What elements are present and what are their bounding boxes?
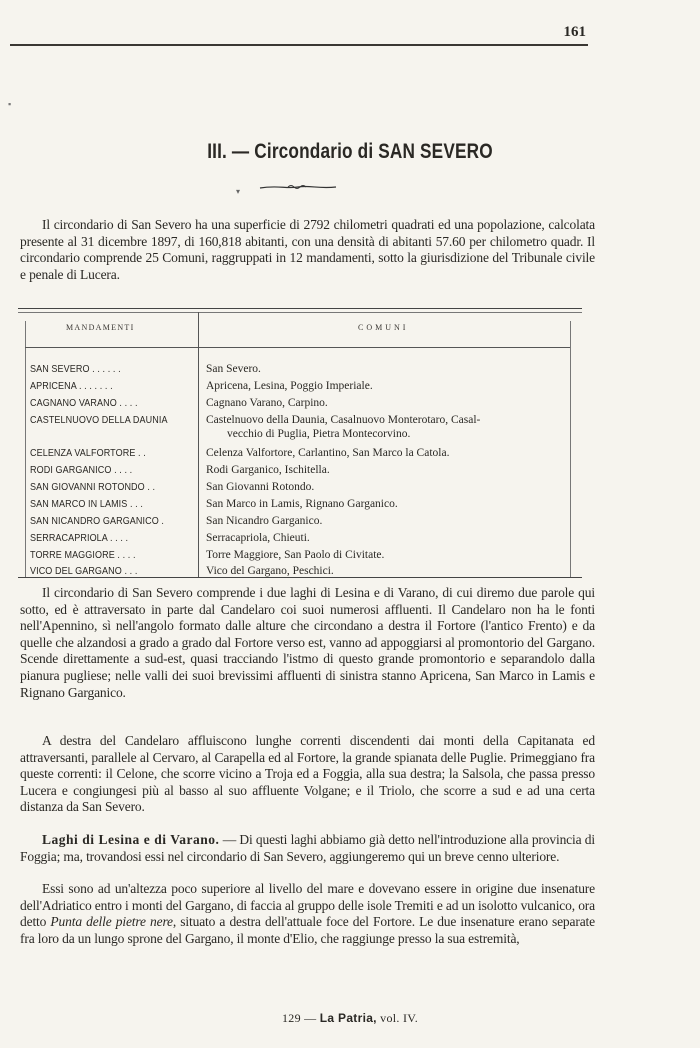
table-row-mandamento: CELENZA VALFORTORE . . — [30, 447, 146, 459]
comuni-line: Castelnuovo della Daunia, Casalnuovo Monterotaro, Casal- — [206, 414, 481, 426]
header-rule — [10, 44, 588, 46]
header-mandamenti: MANDAMENTI — [66, 323, 135, 332]
table-row-comuni: San Marco in Lamis, Rignano Garganico. — [206, 498, 398, 510]
table-row-mandamento: SAN GIOVANNI ROTONDO . . — [30, 481, 156, 493]
ornament-swash-icon — [258, 183, 338, 191]
paragraph-insenature — [20, 881, 595, 947]
page-number: 161 — [563, 24, 586, 40]
table-row-mandamento: SAN MARCO IN LAMIS . . . — [30, 498, 143, 510]
table-row-mandamento: CASTELNUOVO DELLA DAUNIA — [30, 414, 168, 426]
table-row-mandamento: SAN NICANDRO GARGANICO . — [30, 515, 165, 527]
table-mid-rule — [198, 312, 199, 577]
table-right-rule — [570, 321, 571, 577]
footer-volume: vol. IV. — [380, 1011, 418, 1025]
table-row-comuni: San Giovanni Rotondo. — [206, 481, 315, 493]
paragraph-text-b: , situato a destra dell'attuale foce del Fortore. Le due insenature erano separate fra loro da un lungo sprone del Gargano, il monte d'Elio, che raggiunge presso la sua estremità, — [20, 914, 595, 946]
footer-number: 129 — — [281, 1011, 317, 1025]
header-comuni: COMUNI — [358, 323, 409, 332]
ornament-dot: ▾ — [236, 187, 241, 196]
chapter-title: III. — Circondario di SAN SEVERO — [207, 140, 493, 163]
table-row-mandamento: APRICENA . . . . . . . — [30, 380, 113, 392]
paragraph-text-a: Essi sono ad un'altezza poco superiore al livello del mare e dovevano essere in origine due insenature dell'Adriatico entro i monti del Gargano, di faccia al gruppo delle isole Tremiti e ad un isolotto vulcanico, ora detto — [20, 881, 595, 930]
mandamenti-table — [18, 308, 582, 578]
table-row-comuni: San Nicandro Garganico. — [206, 515, 323, 527]
table-row-mandamento: TORRE MAGGIORE . . . . — [30, 549, 136, 561]
footer-title: La Patria, — [319, 1011, 377, 1025]
comuni-continuation: vecchio di Puglia, Pietra Montecorvino. — [227, 428, 411, 440]
paragraph-affluenti: A destra del Candelaro affluiscono lunghe correnti discendenti dai monti della Capitanata ed attraversanti, parallele al Cervaro, al Carapella ed al Fortore, la grande spianata delle Puglie. Primeggiano fra queste correnti: il Celone, che scorre vicino a Troja ed a Foggia, alla sua destra; la Salsola, che passa presso Lucera e congiungesi più al basso al suo affluente Volgane; e il Triolo, che scorre a sud e ad una certa distanza da San Severo. — [20, 733, 595, 815]
table-row-comuni: San Severo. — [206, 363, 261, 375]
table-row-comuni: Serracapriola, Chieuti. — [206, 532, 310, 544]
table-row-comuni: Apricena, Lesina, Poggio Imperiale. — [206, 380, 373, 392]
table-row-mandamento: RODI GARGANICO . . . . — [30, 464, 133, 476]
table-row-mandamento: VICO DEL GARGANO . . . — [30, 565, 138, 577]
table-header-rule — [25, 347, 570, 348]
table-row-comuni: Cagnano Varano, Carpino. — [206, 397, 328, 409]
table-row-mandamento: CAGNANO VARANO . . . . — [30, 397, 138, 409]
intro-paragraph: Il circondario di San Severo ha una superficie di 2792 chilometri quadrati ed una popolazione, calcolata presente al 31 dicembre 1897, di 160,818 abitanti, con una densità di abitanti 57.60 per chilometro quadr. Il circondario comprende 25 Comuni, raggruppati in 12 mandamenti, sotto la giurisdizione del Tribunale civile e penale di Lucera. — [20, 217, 595, 282]
table-row-comuni: Rodi Garganico, Ischitella. — [206, 464, 330, 476]
paragraph-candelaro: Il circondario di San Severo comprende i due laghi di Lesina e di Varano, di cui diremo due parole qui sotto, ed è attraversato in parte dal Candelaro coi suoi numerosi affluenti. Il Candelaro non ha le fonti nell'Apennino, sì nell'angolo formato dalle alture che circondano a destra il Fortore (l'antico Frento) e da quelle che alzandosi a grado a grado dal Fortore verso est, vanno ad appoggiarsi al promontorio del Gargano. Scende direttamente a sud-est, quasi tracciando l'istmo di questo grande promontorio e separandolo dalla pianura pugliese; nelle valli dei suoi brevissimi affluenti di sinistra stanno Apricena, San Marco in Lamis e Rignano Garganico. — [20, 585, 595, 700]
page-footer — [0, 1011, 700, 1026]
table-row-comuni: Vico del Gargano, Peschici. — [206, 565, 334, 577]
table-row-comuni: Celenza Valfortore, Carlantino, San Marco la Catola. — [206, 447, 450, 459]
table-row-comuni: Torre Maggiore, San Paolo di Civitate. — [206, 549, 385, 561]
paragraph-laghi-text: — Di questi laghi abbiamo già detto nell'introduzione alla provincia di Foggia; ma, trovandosi essi nel circondario di San Severo, aggiungeremo qui un breve cenno ulteriore. — [20, 832, 595, 864]
table-row-comuni — [206, 413, 568, 441]
margin-mark: ▪ — [8, 99, 12, 109]
table-row-mandamento: SERRACAPRIOLA . . . . — [30, 532, 129, 544]
table-left-rule — [25, 321, 26, 577]
paragraph-laghi — [20, 832, 595, 865]
italic-place-name: Punta delle pietre nere — [50, 914, 173, 930]
table-top-rule — [18, 312, 582, 313]
table-row-mandamento: SAN SEVERO . . . . . . — [30, 363, 121, 375]
section-heading: Laghi di Lesina e di Varano. — [42, 832, 220, 847]
